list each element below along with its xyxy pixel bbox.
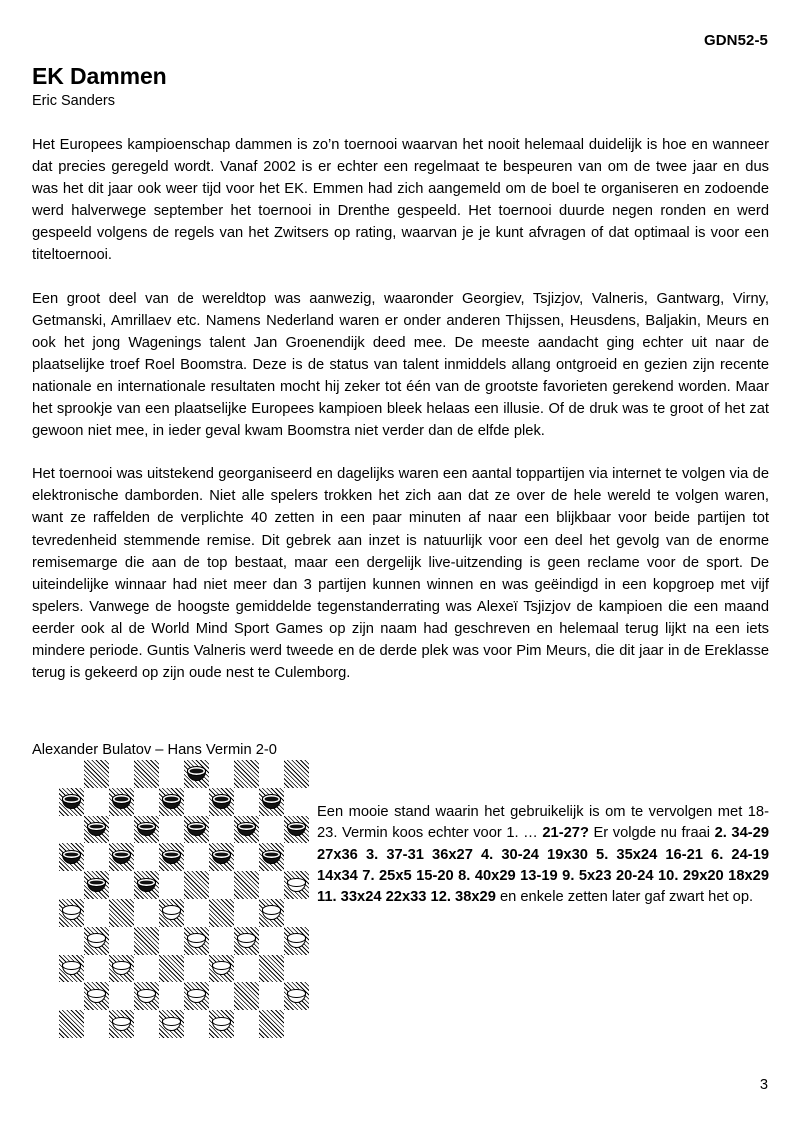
board-square-25: [284, 871, 309, 899]
board-light-square: [284, 955, 309, 983]
draughts-diagram: [59, 760, 309, 1038]
board-light-square: [184, 1010, 209, 1038]
board-square-3: [184, 760, 209, 788]
board-light-square: [134, 843, 159, 871]
board-light-square: [284, 843, 309, 871]
board-light-square: [259, 982, 284, 1010]
board-square-48: [159, 1010, 184, 1038]
board-square-42: [134, 982, 159, 1010]
board-light-square: [84, 788, 109, 816]
board-light-square: [184, 788, 209, 816]
board-light-square: [134, 788, 159, 816]
board-light-square: [259, 760, 284, 788]
board-light-square: [209, 871, 234, 899]
board-light-square: [59, 760, 84, 788]
board-square-18: [159, 843, 184, 871]
board-square-44: [234, 982, 259, 1010]
black-piece: [137, 822, 156, 837]
white-piece: [287, 989, 306, 1004]
board-square-6: [59, 788, 84, 816]
board-square-1: [84, 760, 109, 788]
board-light-square: [59, 982, 84, 1010]
analysis-text: en enkele zetten later gaf zwart het op.: [495, 889, 754, 906]
board-light-square: [184, 843, 209, 871]
board-square-32: [134, 927, 159, 955]
board-light-square: [259, 816, 284, 844]
white-piece: [212, 1017, 231, 1032]
board-light-square: [234, 788, 259, 816]
board-light-square: [59, 816, 84, 844]
board-square-37: [109, 955, 134, 983]
board-square-2: [134, 760, 159, 788]
board-light-square: [159, 760, 184, 788]
board-square-5: [284, 760, 309, 788]
board-square-14: [234, 816, 259, 844]
black-piece: [162, 794, 181, 809]
white-piece: [62, 961, 81, 976]
black-piece: [62, 850, 81, 865]
board-light-square: [184, 899, 209, 927]
board-light-square: [284, 899, 309, 927]
board-square-11: [84, 816, 109, 844]
board-square-10: [259, 788, 284, 816]
board-light-square: [234, 843, 259, 871]
white-piece: [212, 961, 231, 976]
analysis-text: Een mooie stand waarin het gebruikelijk is om te vervolgen met 18-23. Vermin koos echter voor 1. …: [317, 804, 769, 842]
board-square-34: [234, 927, 259, 955]
board-square-21: [84, 871, 109, 899]
board-light-square: [84, 1010, 109, 1038]
board-square-40: [259, 955, 284, 983]
board-square-41: [84, 982, 109, 1010]
white-piece: [162, 905, 181, 920]
analysis-text: Er volgde nu fraai: [588, 825, 715, 842]
board-square-15: [284, 816, 309, 844]
board-light-square: [259, 927, 284, 955]
board-light-square: [209, 982, 234, 1010]
board-square-29: [209, 899, 234, 927]
board-light-square: [59, 927, 84, 955]
game-caption: Alexander Bulatov – Hans Vermin 2-0: [32, 742, 277, 758]
white-piece: [112, 1017, 131, 1032]
board-light-square: [134, 899, 159, 927]
title-block: [32, 64, 768, 110]
board-light-square: [184, 955, 209, 983]
white-piece: [112, 961, 131, 976]
board-square-43: [184, 982, 209, 1010]
board-light-square: [209, 927, 234, 955]
black-piece: [112, 794, 131, 809]
board-square-31: [84, 927, 109, 955]
board-light-square: [234, 955, 259, 983]
white-piece: [137, 989, 156, 1004]
board-square-13: [184, 816, 209, 844]
move-notation: 2. 34-29 27x36 3. 37-31 36x27 4. 30-24 19x30 5. 35x24 16-21 6. 24-19 14x34 7. 25x5 15-20 8. 40x29 13-19 9. 5x23 20-24 10. 29x20 18x29 11. 33x24 22x33 12. 38x29: [317, 825, 769, 906]
black-piece: [62, 794, 81, 809]
board-square-8: [159, 788, 184, 816]
black-piece: [87, 822, 106, 837]
white-piece: [62, 905, 81, 920]
board-square-7: [109, 788, 134, 816]
board-light-square: [134, 1010, 159, 1038]
board-light-square: [109, 871, 134, 899]
board-light-square: [159, 982, 184, 1010]
white-piece: [287, 933, 306, 948]
white-piece: [187, 989, 206, 1004]
board-square-47: [109, 1010, 134, 1038]
board-square-16: [59, 843, 84, 871]
board-light-square: [159, 871, 184, 899]
article-paragraph: Het Europees kampioenschap dammen is zo’n toernooi waarvan het nooit helemaal duidelijk is hoe en wanneer dat precies geregeld wordt. Vanaf 2002 is er echter een regelmaat te bespeuren van om de twee jaar en dus was het dit jaar ook weer tijd voor het EK. Emmen had zich aangemeld om de boel te organiseren en zodoende werd halverwege september het toernooi in Drenthe gespeeld. Het toernooi duurde negen ronden en werd gespeeld volgens de regels van het Zwitsers op rating, waarvan je je kunt afvragen of dat optimaal is voor een titeltoernooi.: [32, 137, 769, 264]
board-light-square: [84, 899, 109, 927]
article-paragraph: Een groot deel van de wereldtop was aanwezig, waaronder Georgiev, Tsjizjov, Valneris, Gantwarg, Virny, Getmanski, Amrillaev etc. Namens Nederland waren er onder anderen Thijssen, Heusdens, Baljakin, Meurs en ook het jong Wagenings talent Jan Groenendijk deed mee. De meeste aandacht ging echter uit naar de plaatselijke troef Roel Boomstra. Deze is de status van talent inmiddels allang ontgroeid en gezien zijn recente nationale en internationale resultaten mocht hij zeker tot één van de grootste favorieten gerekend worden. Maar het sprookje van een plaatselijke Europees kampioen bleek helaas een illusie. Of de druk was te groot of het zat gewoon niet mee, in ieder geval kwam Boomstra niet verder dan de elfde plek.: [32, 290, 769, 440]
white-piece: [287, 878, 306, 893]
board-light-square: [109, 760, 134, 788]
board-square-27: [109, 899, 134, 927]
board-light-square: [234, 899, 259, 927]
black-piece: [137, 878, 156, 893]
black-piece: [212, 850, 231, 865]
article-body: [32, 134, 769, 684]
article-paragraph: Het toernooi was uitstekend georganiseerd en dagelijks waren een aantal toppartijen via internet te volgen via de elektronische damborden. Niet alle spelers trokken het zich aan dat ze over de hele wereld te volgen waren, want ze raffelden de verplichte 40 zetten in een paar minuten af naar een blijkbaar voor beide partijen tot tevredenheid stemmende remise. Dit gebrek aan inzet is natuurlijk voor een deel het gevolg van de enorme remisemarge die aan de top bestaat, maar een dergelijk live-uitzending is geen reclame voor de sport. De uiteindelijke winnaar had niet meer dan 3 partijen kunnen winnen en was geëindigd in een kopgroep met vijf spelers. Vanwege de hoogste gemiddelde tegenstanderrating was Alexeï Tsjizjov de kampioen die een maand eerder ook al de World Mind Sport Games op zijn naam had geschreven en helemaal terug lijkt na een iets mindere periode. Guntis Valneris werd tweede en de derde plek was voor Pim Meurs, die dit jaar in de Ereklasse terug is gekeerd op zijn oude nest te Culemborg.: [32, 466, 769, 682]
board-light-square: [234, 1010, 259, 1038]
board-light-square: [209, 760, 234, 788]
game-analysis-text: [317, 802, 769, 908]
page-title: EK Dammen: [32, 63, 167, 89]
board-light-square: [284, 788, 309, 816]
document-code-header: GDN52-5: [703, 32, 768, 49]
board-light-square: [109, 927, 134, 955]
board-light-square: [59, 871, 84, 899]
black-piece: [112, 850, 131, 865]
white-piece: [162, 1017, 181, 1032]
black-piece: [162, 850, 181, 865]
black-piece: [262, 794, 281, 809]
board-square-36: [59, 955, 84, 983]
draughts-board: [59, 760, 309, 1038]
black-piece: [212, 794, 231, 809]
board-square-28: [159, 899, 184, 927]
board-light-square: [109, 816, 134, 844]
board-light-square: [209, 816, 234, 844]
board-square-33: [184, 927, 209, 955]
board-square-22: [134, 871, 159, 899]
board-square-45: [284, 982, 309, 1010]
black-piece: [187, 766, 206, 781]
board-square-30: [259, 899, 284, 927]
board-light-square: [159, 927, 184, 955]
white-piece: [237, 933, 256, 948]
board-square-49: [209, 1010, 234, 1038]
board-light-square: [84, 843, 109, 871]
white-piece: [87, 933, 106, 948]
board-light-square: [84, 955, 109, 983]
black-piece: [287, 822, 306, 837]
black-piece: [187, 822, 206, 837]
move-notation: 21-27?: [542, 825, 589, 842]
board-light-square: [259, 871, 284, 899]
page-number: 3: [759, 1077, 768, 1093]
board-square-26: [59, 899, 84, 927]
board-light-square: [134, 955, 159, 983]
board-square-12: [134, 816, 159, 844]
board-square-23: [184, 871, 209, 899]
black-piece: [262, 850, 281, 865]
black-piece: [237, 822, 256, 837]
board-light-square: [284, 1010, 309, 1038]
board-square-35: [284, 927, 309, 955]
board-square-50: [259, 1010, 284, 1038]
article-author: Eric Sanders: [32, 92, 116, 109]
board-square-4: [234, 760, 259, 788]
board-square-17: [109, 843, 134, 871]
white-piece: [187, 933, 206, 948]
board-square-19: [209, 843, 234, 871]
white-piece: [262, 905, 281, 920]
board-square-20: [259, 843, 284, 871]
board-light-square: [109, 982, 134, 1010]
board-light-square: [159, 816, 184, 844]
board-square-39: [209, 955, 234, 983]
black-piece: [87, 878, 106, 893]
board-square-46: [59, 1010, 84, 1038]
board-square-24: [234, 871, 259, 899]
white-piece: [87, 989, 106, 1004]
board-square-9: [209, 788, 234, 816]
board-square-38: [159, 955, 184, 983]
